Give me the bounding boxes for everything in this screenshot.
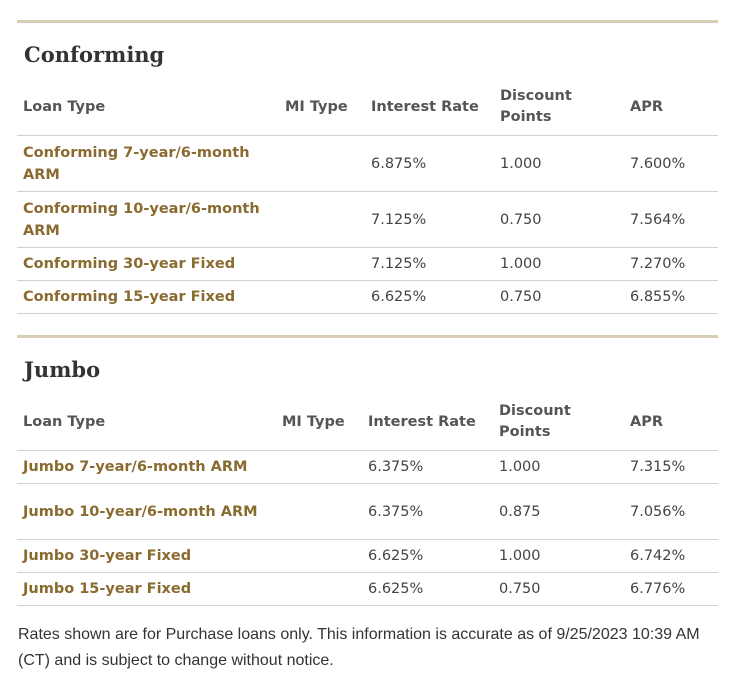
loan-type-link[interactable]: Jumbo 15-year Fixed: [17, 573, 276, 606]
conforming-rates-table: [17, 79, 718, 314]
table-row: [17, 540, 718, 573]
interest-rate-cell: 6.625%: [365, 281, 494, 314]
header-interest-rate: Interest Rate: [365, 79, 494, 136]
apr-cell: 7.600%: [624, 136, 718, 192]
header-apr: APR: [624, 79, 718, 136]
interest-rate-cell: 7.125%: [365, 192, 494, 248]
discount-points-cell: 0.750: [494, 281, 624, 314]
apr-cell: 6.855%: [624, 281, 718, 314]
mi-type-cell: [276, 451, 362, 484]
apr-cell: 7.056%: [624, 484, 718, 540]
discount-points-cell: 1.000: [493, 540, 624, 573]
table-row: [17, 484, 718, 540]
interest-rate-cell: 7.125%: [365, 248, 494, 281]
loan-type-link[interactable]: Conforming 15-year Fixed: [17, 281, 279, 314]
table-row: [17, 281, 718, 314]
header-interest-rate: Interest Rate: [362, 394, 493, 451]
interest-rate-cell: 6.375%: [362, 451, 493, 484]
apr-cell: 6.742%: [624, 540, 718, 573]
loan-type-link[interactable]: Jumbo 7-year/6-month ARM: [17, 451, 276, 484]
loan-type-link[interactable]: Jumbo 10-year/6-month ARM: [17, 484, 276, 540]
table-row: [17, 451, 718, 484]
conforming-section: [17, 20, 718, 314]
mi-type-cell: [279, 192, 365, 248]
rates-disclaimer: Rates shown are for Purchase loans only. This information is accurate as of 9/25/2023 10:39 AM (CT) and is subject to change without notice.: [18, 626, 700, 669]
mi-type-cell: [276, 573, 362, 606]
discount-points-cell: 0.875: [493, 484, 624, 540]
header-discount-points: Discount Points: [494, 79, 624, 136]
interest-rate-cell: 6.375%: [362, 484, 493, 540]
loan-type-link[interactable]: Conforming 10-year/6-month ARM: [17, 192, 279, 248]
table-header-row: [17, 79, 718, 136]
discount-points-cell: 0.750: [494, 192, 624, 248]
apr-cell: 7.315%: [624, 451, 718, 484]
section-title: Conforming: [24, 42, 165, 67]
apr-cell: 6.776%: [624, 573, 718, 606]
header-mi-type: MI Type: [276, 394, 362, 451]
table-row: [17, 248, 718, 281]
header-discount-points: Discount Points: [493, 394, 624, 451]
header-loan-type: Loan Type: [17, 79, 279, 136]
mi-type-cell: [276, 540, 362, 573]
discount-points-cell: 1.000: [494, 248, 624, 281]
mi-type-cell: [276, 484, 362, 540]
table-row: [17, 136, 718, 192]
discount-points-cell: 0.750: [493, 573, 624, 606]
discount-points-cell: 1.000: [494, 136, 624, 192]
table-header-row: [17, 394, 718, 451]
header-mi-type: MI Type: [279, 79, 365, 136]
jumbo-rates-table: [17, 394, 718, 606]
interest-rate-cell: 6.875%: [365, 136, 494, 192]
header-loan-type: Loan Type: [17, 394, 276, 451]
apr-cell: 7.564%: [624, 192, 718, 248]
loan-type-link[interactable]: Conforming 30-year Fixed: [17, 248, 279, 281]
interest-rate-cell: 6.625%: [362, 573, 493, 606]
apr-cell: 7.270%: [624, 248, 718, 281]
section-title: Jumbo: [24, 357, 101, 382]
loan-type-link[interactable]: Jumbo 30-year Fixed: [17, 540, 276, 573]
mi-type-cell: [279, 248, 365, 281]
table-row: [17, 573, 718, 606]
loan-type-link[interactable]: Conforming 7-year/6-month ARM: [17, 136, 279, 192]
discount-points-cell: 1.000: [493, 451, 624, 484]
interest-rate-cell: 6.625%: [362, 540, 493, 573]
jumbo-section: [17, 335, 718, 606]
table-row: [17, 192, 718, 248]
mi-type-cell: [279, 281, 365, 314]
mi-type-cell: [279, 136, 365, 192]
header-apr: APR: [624, 394, 718, 451]
